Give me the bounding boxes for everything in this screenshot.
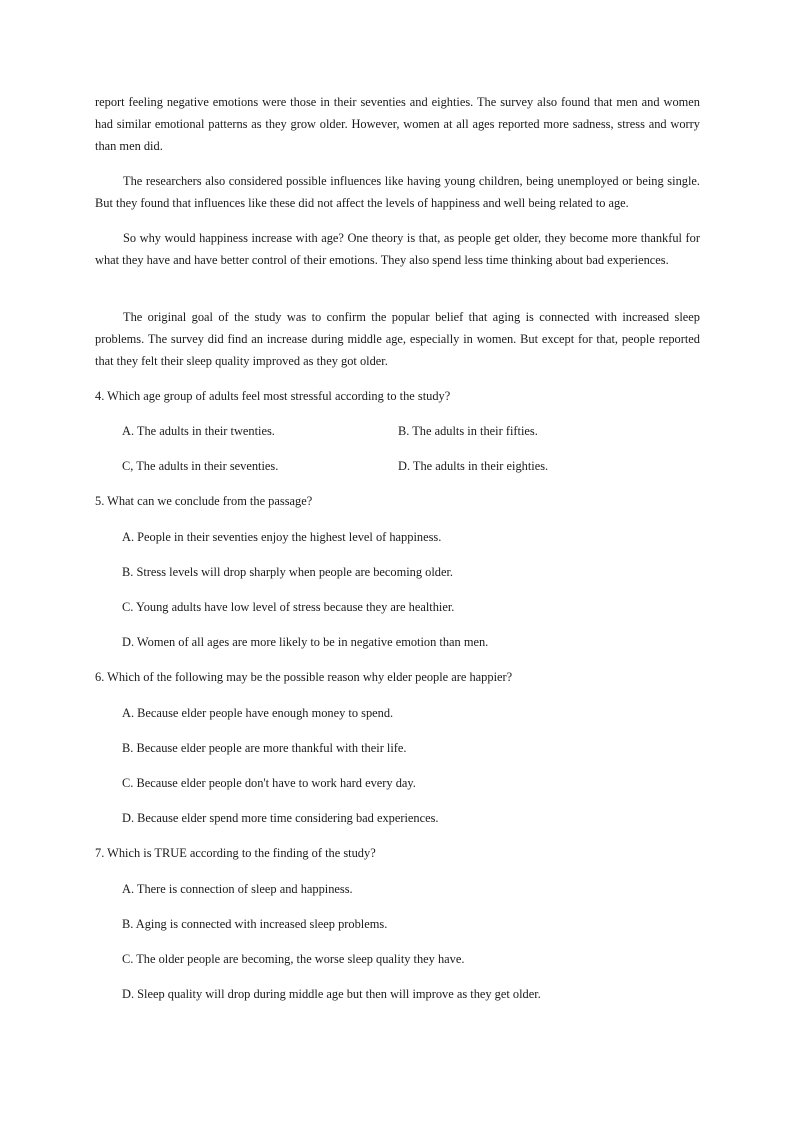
question-5-option-a: A. People in their seventies enjoy the highest level of happiness. [122,530,442,544]
question-5-option-c: C. Young adults have low level of stress because they are healthier. [122,600,455,614]
question-4-stem: 4. Which age group of adults feel most stressful according to the study? [95,389,451,403]
question-7-stem: 7. Which is TRUE according to the finding of the study? [95,846,376,860]
question-4-option-b: B. The adults in their fifties. [398,424,538,438]
question-7-option-b: B. Aging is connected with increased sleep problems. [122,917,388,931]
question-4-option-a: A. The adults in their twenties. [122,424,275,438]
question-6-option-d: D. Because elder spend more time considering bad experiences. [122,811,439,825]
question-7-option-d: D. Sleep quality will drop during middle age but then will improve as they get older. [122,987,541,1001]
question-5-option-d: D. Women of all ages are more likely to be in negative emotion than men. [122,635,489,649]
question-4-option-d: D. The adults in their eighties. [398,459,549,473]
passage-paragraph-1: report feeling negative emotions were those in their seventies and eighties. The survey also found that men and women had similar emotional patterns as they grow older. However, women at all ages reported more sadness, stress and worry than men did. [95,95,700,153]
passage-paragraph-2: The researchers also considered possible influences like having young children, being unemployed or being single. But they found that influences like these did not affect the levels of happiness and well being related to age. [95,174,700,210]
question-7-option-a: A. There is connection of sleep and happiness. [122,882,353,896]
question-5-stem: 5. What can we conclude from the passage? [95,494,313,508]
question-6-option-c: C. Because elder people don't have to work hard every day. [122,776,416,790]
question-6-option-b: B. Because elder people are more thankful with their life. [122,741,407,755]
question-6-option-a: A. Because elder people have enough money to spend. [122,706,394,720]
question-5-option-b: B. Stress levels will drop sharply when people are becoming older. [122,565,454,579]
question-4-option-c: C, The adults in their seventies. [122,459,279,473]
passage-paragraph-4: The original goal of the study was to confirm the popular belief that aging is connected with increased sleep problems. The survey did find an increase during middle age, especially in women. But except for that, people reported that they felt their sleep quality improved as they got older. [95,310,700,368]
question-6-stem: 6. Which of the following may be the possible reason why elder people are happier? [95,670,513,684]
question-7-option-c: C. The older people are becoming, the worse sleep quality they have. [122,952,465,966]
passage-paragraph-3: So why would happiness increase with age? One theory is that, as people get older, they become more thankful for what they have and have better control of their emotions. They also spend less time thinking about bad experiences. [95,231,700,267]
